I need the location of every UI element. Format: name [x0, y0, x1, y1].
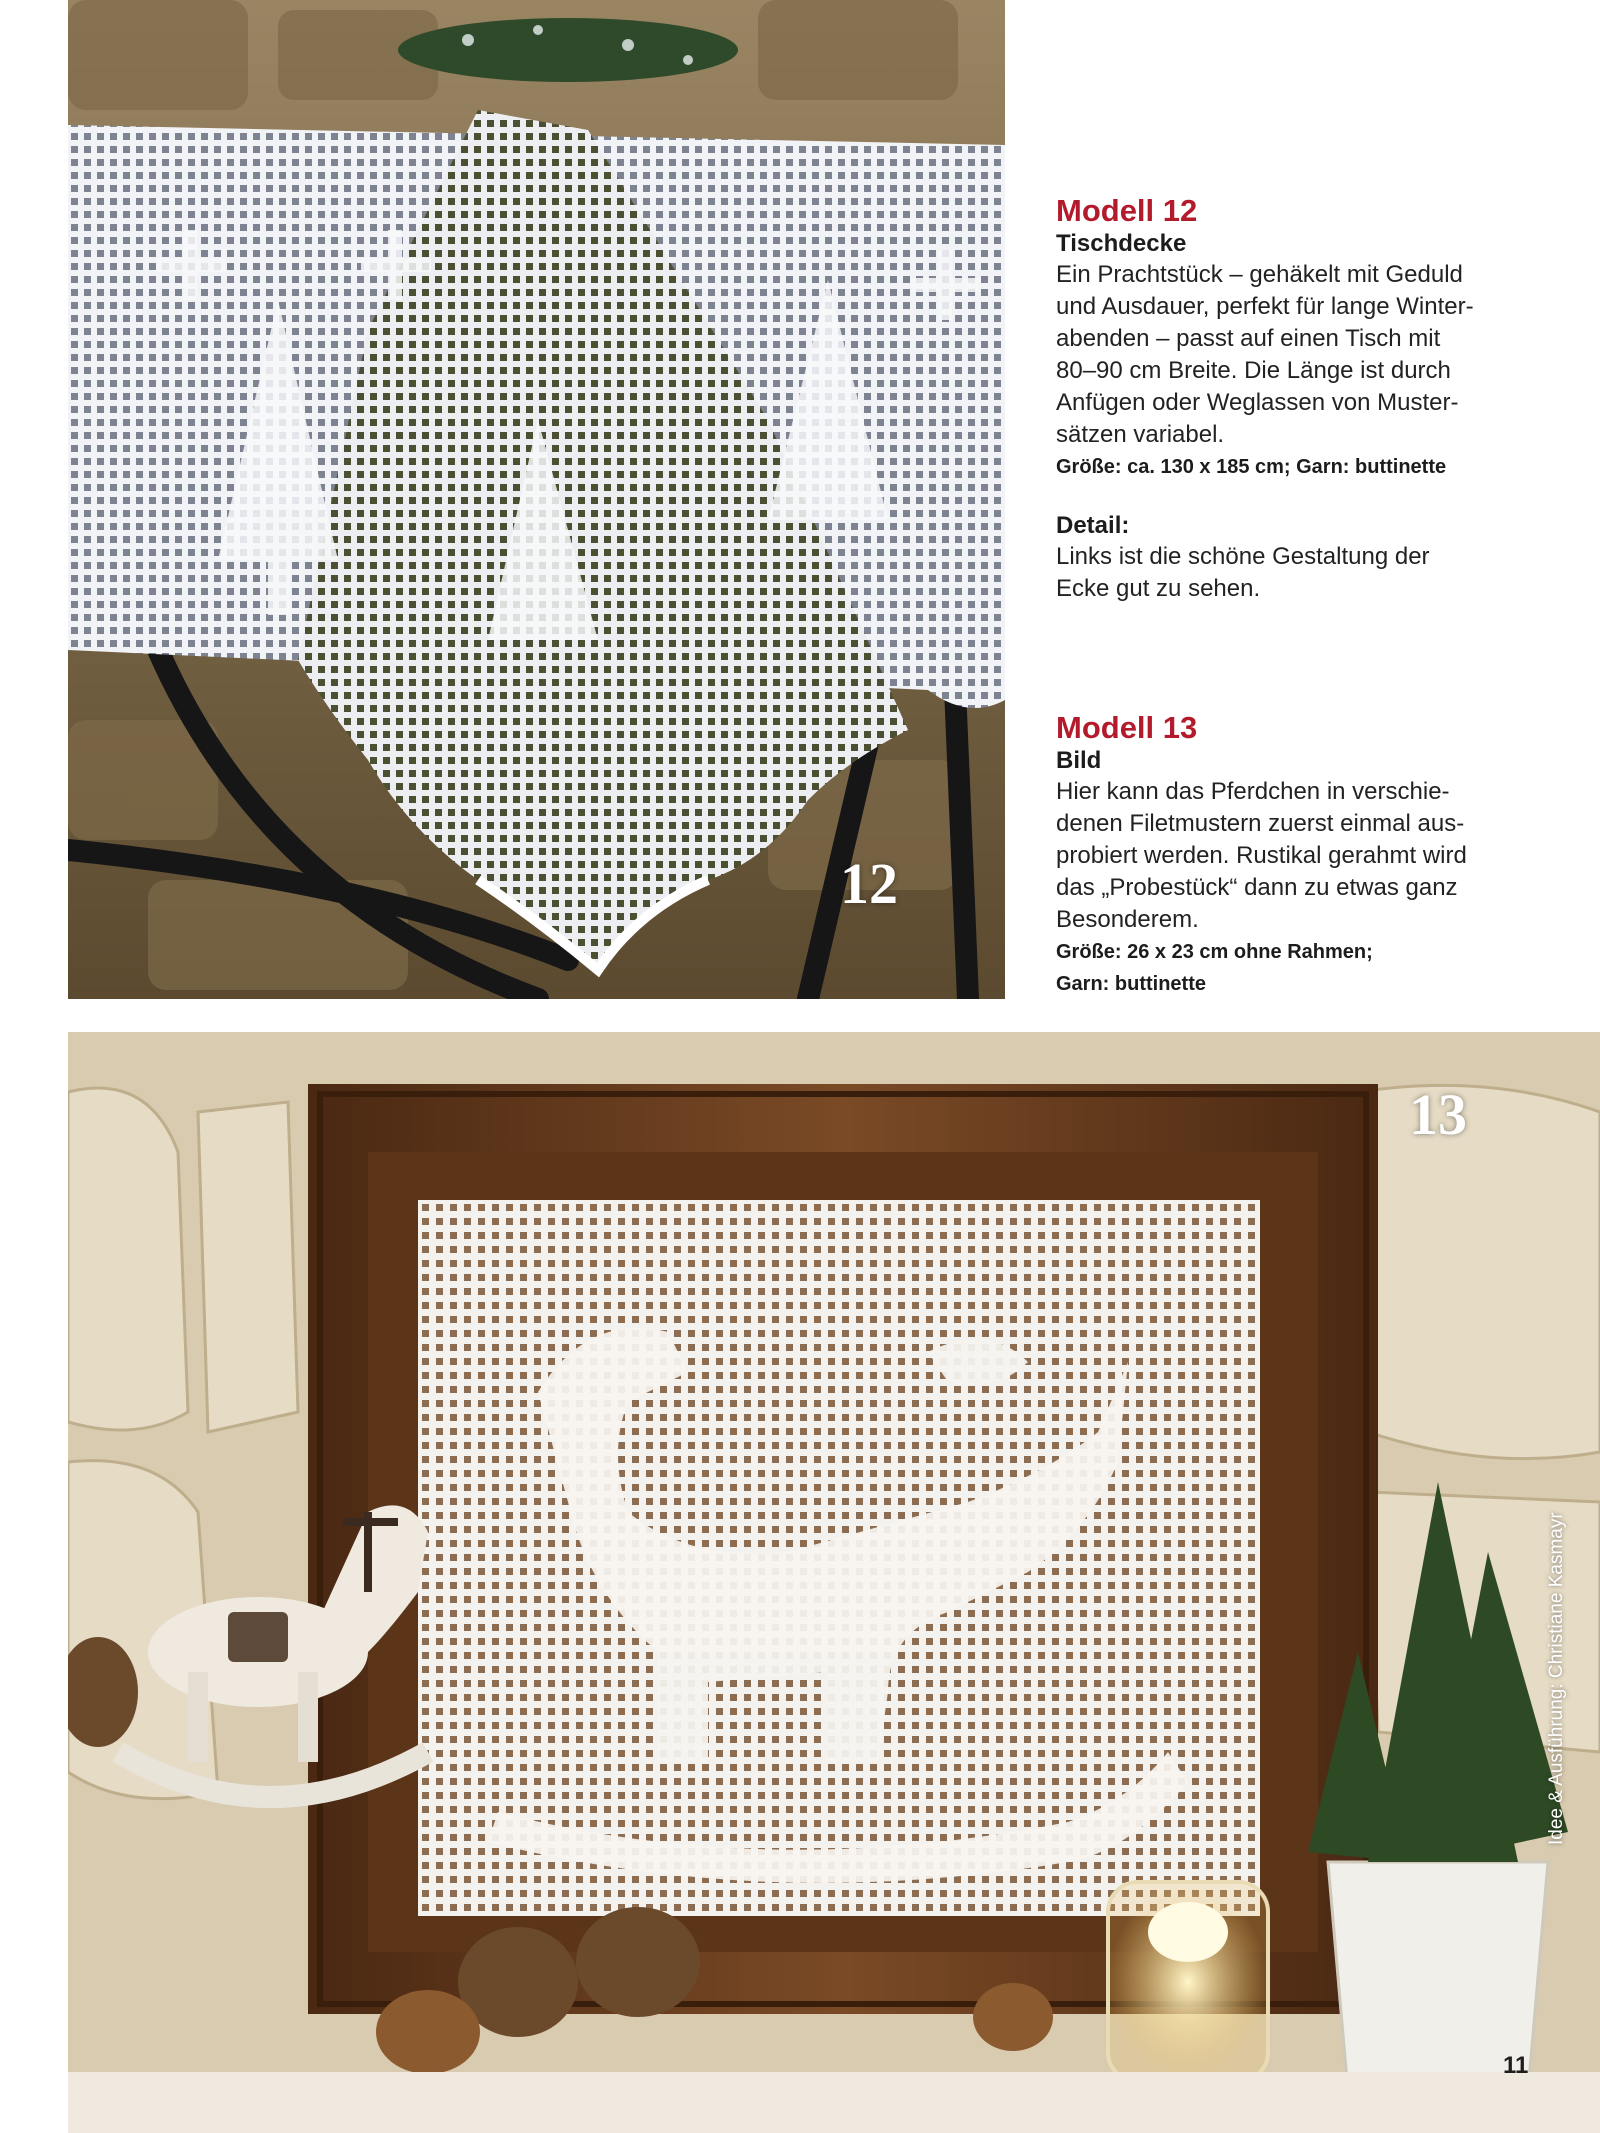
body-line: denen Filetmustern zuerst einmal aus- — [1056, 810, 1465, 837]
body-line: Ecke gut zu sehen. — [1056, 575, 1261, 602]
model-13-description — [1056, 710, 1576, 1000]
photo-number-12: 12 — [840, 851, 898, 916]
body-line: Hier kann das Pferdchen in verschie- — [1056, 778, 1450, 805]
photo-framed-picture — [68, 1032, 1600, 2133]
body-line: und Ausdauer, perfekt für lange Winter- — [1056, 293, 1474, 320]
body-line: abenden – passt auf einen Tisch mit — [1056, 325, 1441, 352]
photo-credit: Idee & Ausführung: Christiane Kasmayr — [1546, 1512, 1567, 1845]
photo-tablecloth — [68, 0, 1005, 999]
tablecloth-illustration — [68, 0, 1005, 999]
spec-line: Größe: ca. 130 x 185 cm; Garn: buttinette — [1056, 456, 1447, 478]
body-line: probiert werden. Rustikal gerahmt wird — [1056, 842, 1467, 869]
body-line: Ein Prachtstück – gehäkelt mit Geduld — [1056, 261, 1463, 288]
model-subtitle: Bild — [1056, 747, 1102, 774]
body-line: das „Probestück“ dann zu etwas ganz — [1056, 874, 1458, 901]
model-title: Modell 13 — [1056, 710, 1198, 745]
spec-line: Größe: 26 x 23 cm ohne Rahmen; — [1056, 941, 1373, 963]
photo-number-13: 13 — [1409, 1082, 1467, 1147]
body-line: Links ist die schöne Gestaltung der — [1056, 543, 1430, 570]
page-number: 11 — [1503, 2052, 1529, 2079]
body-line: Besonderem. — [1056, 906, 1199, 933]
model-subtitle: Tischdecke — [1056, 230, 1187, 257]
spec-line: Garn: buttinette — [1056, 973, 1206, 995]
body-line: Anfügen oder Weglassen von Muster- — [1056, 389, 1459, 416]
detail-heading: Detail: — [1056, 512, 1130, 539]
model-12-description — [1056, 193, 1576, 605]
model-title: Modell 12 — [1056, 193, 1198, 228]
framed-picture-illustration — [68, 1032, 1600, 2133]
body-line: 80–90 cm Breite. Die Länge ist durch — [1056, 357, 1451, 384]
body-line: sätzen variabel. — [1056, 421, 1225, 448]
